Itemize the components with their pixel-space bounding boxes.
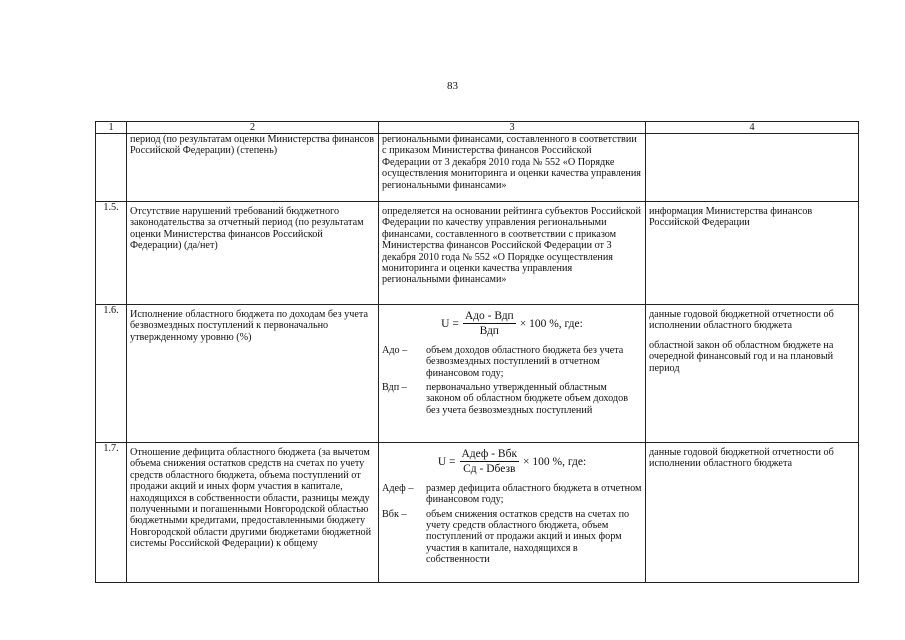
header-col-3: 3 bbox=[379, 122, 646, 134]
row-number: 1.6. bbox=[96, 305, 127, 443]
formula-denominator: Сд - Dбезв bbox=[463, 463, 516, 476]
definition-text: объем доходов областного бюджета без учета безвозмездных поступлений в отчетном финансовом году; bbox=[426, 344, 624, 379]
indicator-cell: Отношение дефицита областного бюджета (за вычетом объема снижения остатков средств на счетах по учету средств областного бюджета, объема поступлений от продажи акций и иных форм участия в капитале, находящихся в собственности области, разницы между полученными и погашенными Новгородской областью бюджетными кредитами, предоставленными бюджету Новгородской области другими бюджетами бюджетной системы Российской Федерации) к общему bbox=[127, 443, 379, 583]
header-col-1: 1 bbox=[96, 122, 127, 134]
source-cell bbox=[646, 443, 859, 583]
definition bbox=[382, 382, 642, 416]
source-text: данные годовой бюджетной отчетности об исполнении областного бюджета bbox=[649, 447, 834, 470]
definition-symbol: Вдп – bbox=[382, 382, 407, 394]
formula-numerator: Адеф - Вбк bbox=[460, 449, 520, 462]
source-text: областной закон об областном бюджете на очередной финансовый год и на плановый период bbox=[649, 339, 834, 374]
header-col-4: 4 bbox=[646, 122, 859, 134]
definition bbox=[382, 509, 642, 566]
source-text: данные годовой бюджетной отчетности об исполнении областного бюджета bbox=[649, 309, 834, 332]
header-row bbox=[96, 122, 859, 134]
formula-fraction bbox=[463, 311, 516, 338]
page-number: 83 bbox=[447, 80, 458, 92]
row-number: 1.7. bbox=[96, 443, 127, 583]
formula-numerator: Адо - Вдп bbox=[463, 311, 516, 324]
table-row bbox=[96, 134, 859, 202]
indicator-cell: период (по результатам оценки Министерства финансов Российской Федерации) (степень) bbox=[127, 134, 379, 202]
definition-text: первоначально утвержденный областным законом об областном бюджете объем доходов без учета безвозмездных поступлений bbox=[426, 382, 629, 416]
formula-lhs: U = bbox=[441, 317, 459, 330]
indicators-table bbox=[95, 121, 859, 583]
formula-fraction bbox=[460, 449, 520, 476]
method-cell: региональными финансами, составленного в соответствии с приказом Министерства финансов Российской Федерации от 3 декабря 2010 года № 552 «О Порядке осуществления мониторинга и оценки качества управления региональными финансами» bbox=[379, 134, 646, 202]
formula bbox=[382, 305, 642, 342]
row-number: 1.5. bbox=[96, 202, 127, 305]
source-cell bbox=[646, 134, 859, 202]
method-cell bbox=[379, 443, 646, 583]
table-row bbox=[96, 202, 859, 305]
definition bbox=[382, 483, 642, 506]
formula-lhs: U = bbox=[437, 455, 456, 468]
formula-rhs: × 100 %, где: bbox=[523, 455, 587, 468]
indicator-cell: Исполнение областного бюджета по доходам без учета безвозмездных поступлений к первоначально утвержденному уровню (%) bbox=[127, 305, 379, 443]
formula-rhs: × 100 %, где: bbox=[519, 317, 583, 330]
row-number bbox=[96, 134, 127, 202]
source-cell: информация Министерства финансов Российской Федерации bbox=[646, 202, 859, 305]
definition-symbol: Вбк – bbox=[382, 508, 407, 520]
table-row bbox=[96, 443, 859, 583]
table-row bbox=[96, 305, 859, 443]
formula-denominator: Вдп bbox=[479, 325, 499, 338]
formula bbox=[382, 443, 642, 480]
definition-text: объем снижения остатков средств на счетах по учету средств областного бюджета, объем поступлений от продажи акций и иных форм участия в капитале, находящихся в собственности bbox=[426, 508, 630, 566]
definition bbox=[382, 345, 642, 379]
source-cell bbox=[646, 305, 859, 443]
definition-symbol: Адо – bbox=[382, 344, 408, 356]
definition-text: размер дефицита областного бюджета в отчетном финансовом году; bbox=[426, 482, 642, 506]
method-cell: определяется на основании рейтинга субъектов Российской Федерации по качеству управления региональными финансами, составленного в соответствии с приказом Министерства финансов Российской Федерации от 3 декабря 2010 года № 552 «О Порядке осуществления мониторинга и оценки качества управления региональными финансами» bbox=[379, 202, 646, 305]
header-col-2: 2 bbox=[127, 122, 379, 134]
indicator-cell: Отсутствие нарушений требований бюджетного законодательства за отчетный период (по результатам оценки Министерства финансов Российской Федерации) (да/нет) bbox=[127, 202, 379, 305]
method-cell bbox=[379, 305, 646, 443]
definition-symbol: Адеф – bbox=[382, 482, 414, 494]
